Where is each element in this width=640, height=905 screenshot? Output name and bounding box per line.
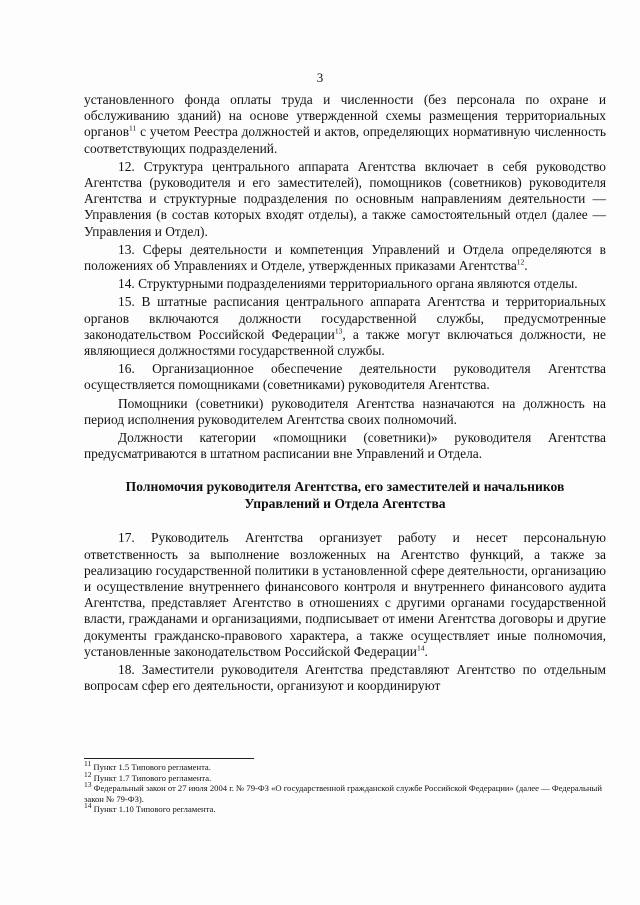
footnote: $^{12}$ Пункт 1.7 Типового регламента. <box>84 769 212 783</box>
paragraph-18: 18. Заместители руководителя Агентства представляют Агентство по отдельным вопросам сфер его деятельности, организуют и координируют <box>84 662 606 694</box>
page-number: 3 <box>316 70 324 85</box>
paragraph-12: 12. Структура центрального аппарата Агентства включает в себя руководство Агентства (руководителя и его заместителей), помощников (советников) руководителя Агентства и структурные подразделения по основным направлениям деятельности — Управления (в состав которых входят отделы), а также самостоятельный отдел (далее — Управления и Отдел). <box>84 158 606 239</box>
footnote-divider <box>84 758 254 759</box>
section-heading <box>84 478 606 512</box>
footnote: $^{11}$ Пункт 1.5 Типового регламента. <box>84 759 211 772</box>
paragraph-16: 16. Организационное обеспечение деятельности руководителя Агентства осуществляется помощниками (советниками) руководителя Агентства. <box>84 361 606 393</box>
paragraph-16-positions: Должности категории «помощники (советники)» руководителя Агентства предусматриваются в штатном расписании вне Управлений и Отдела. <box>84 430 606 462</box>
footnote: $^{13}$ Федеральный закон от 27 июля 2004 г. № 79-ФЗ «О государственной гражданской службе Российской Федерации» (далее — Федеральный закон № 79-ФЗ). <box>84 780 602 804</box>
paragraph-15: 15. В штатные расписания центрального аппарата Агентства и территориальных органов включаются должности государственной службы, предусмотренные законодательством Российской Федерации$^{13}$, а также могут включаться должности, не являющиеся должностями государственной службы. <box>84 294 606 359</box>
footnote-ref: 11 <box>129 123 137 133</box>
footnote: $^{14}$ Пункт 1.10 Типового регламента. <box>84 801 216 815</box>
footnote-ref: 14 <box>416 643 425 653</box>
footnote-ref: 12 <box>516 257 525 267</box>
document-body <box>84 92 606 697</box>
paragraph-16-assistants: Помощники (советники) руководителя Агентства назначаются на должность на период исполнения руководителем Агентства своих полномочий. <box>84 395 606 427</box>
paragraph-14: 14. Структурными подразделениями территориального органа являются отделы. <box>118 276 578 292</box>
footnote-ref: 13 <box>334 326 343 336</box>
paragraph-17: 17. Руководитель Агентства организует работу и несет персональную ответственность за выполнение возложенных на Агентство функций, а также за реализацию государственной политики в установленной сфере деятельности, организацию и осуществление внутреннего финансового контроля и внутреннего финансового аудита Агентства, представляет Агентство в отношениях с другими органами государственной власти, гражданами и организациями, подписывает от имени Агентства договоры и другие документы гражданско-правового характера, а также осуществляет иные полномочия, установленные законодательством Российской Федерации$^{14}$. <box>84 530 606 659</box>
section-heading-line-1: Полномочия руководителя Агентства, его заместителей и начальников <box>125 479 565 495</box>
paragraph-continuation: установленного фонда оплаты труда и численности (без персонала по охране и обслуживанию зданий) на основе утвержденной схемы размещения территориальных органов$^{11}$ с учетом Реестра должностей и актов, определяющих нормативную численность соответствующих подразделений. <box>84 92 606 156</box>
section-heading-line-2: Управлений и Отдела Агентства <box>244 496 446 512</box>
footnotes <box>84 759 606 815</box>
paragraph-13: 13. Сферы деятельности и компетенция Управлений и Отдела определяются в положениях об Управлениях и Отделе, утвержденных приказами Агентства$^{12}$. <box>84 241 606 274</box>
